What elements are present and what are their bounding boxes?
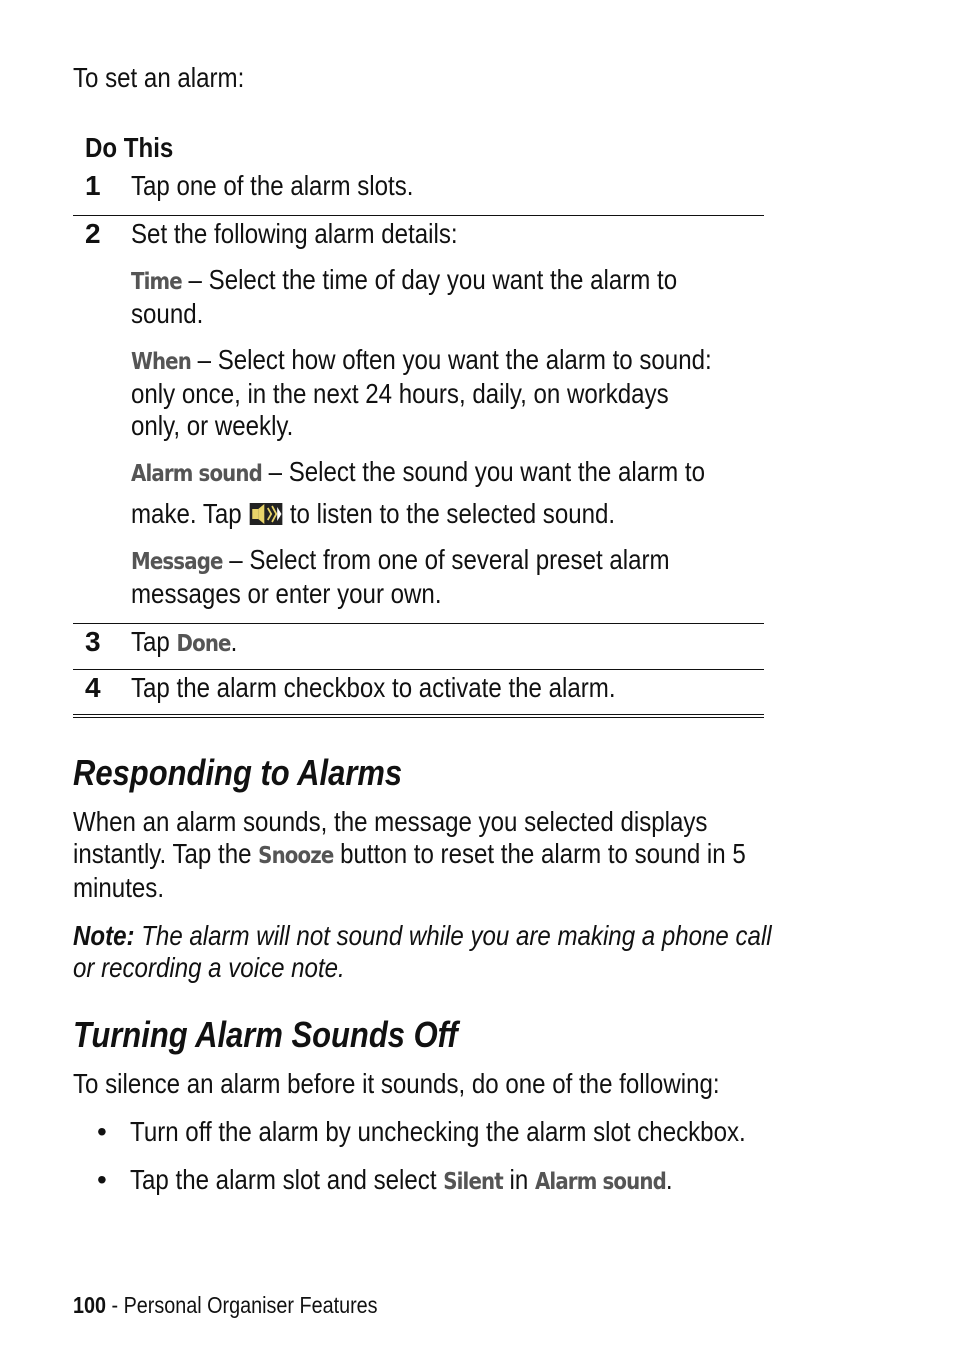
keyword: Silent [443,1169,503,1195]
keyword: Time [131,269,182,295]
step-number: 2 [85,218,101,249]
turning-body: To silence an alarm before it sounds, do one of the following: • Turn off the alarm by unchecking the alarm slot checkbox. • Tap the alarm slot and select Silent in Alarm sound. [73,1068,853,1198]
detail-alarm-sound: Alarm sound – Select the sound you want the alarm to make. Tap to listen to the selected sound. [131,456,705,529]
keyword: Message [131,549,223,575]
list-item: • Turn off the alarm by unchecking the alarm slot checkbox. [97,1116,746,1147]
keyword: When [131,349,191,375]
step-text: Set the following alarm details: [131,218,458,249]
table-row: 3 Tap Done. [73,624,764,670]
page-footer: 100 - Personal Organiser Features [73,1292,378,1318]
section-title-responding: Responding to Alarms [73,752,403,793]
intro-text: To set an alarm: [73,62,245,93]
step-number: 1 [85,170,101,201]
step-number: 3 [85,626,101,657]
detail-time: Time – Select the time of day you want the alarm to sound. [131,264,678,329]
responding-body: When an alarm sounds, the message you selected displays instantly. Tap the Snooze button to reset the alarm to sound in 5 minutes. Note: The alarm will not sound while you are making a phone call or recording a voice note. [73,806,853,984]
keyword: Done [176,631,231,657]
keyword: Alarm sound [534,1169,666,1195]
table-header: Do This [85,132,174,163]
steps-table [73,128,764,718]
page-number: 100 [73,1292,107,1318]
table-row [73,216,764,624]
table-row [73,168,764,216]
list-item: • Tap the alarm slot and select Silent in Alarm sound. [97,1164,673,1195]
footer-section: Personal Organiser Features [123,1292,378,1318]
keyword: Alarm sound [131,461,262,487]
speaker-play-icon [249,499,283,529]
detail-message: Message – Select from one of several preset alarm messages or enter your own. [131,544,670,609]
step-text: Tap one of the alarm slots. [131,170,414,201]
detail-when: When – Select how often you want the alarm to sound: only once, in the next 24 hours, daily, on workdays only, or weekly. [131,344,712,441]
note: Note: The alarm will not sound while you are making a phone call or recording a voice note. [73,920,772,983]
section-title-turning: Turning Alarm Sounds Off [73,1014,458,1055]
step-number: 4 [85,672,101,703]
step-text: Tap the alarm checkbox to activate the alarm. [131,672,616,703]
keyword: Snooze [258,843,334,869]
table-row [73,670,764,718]
